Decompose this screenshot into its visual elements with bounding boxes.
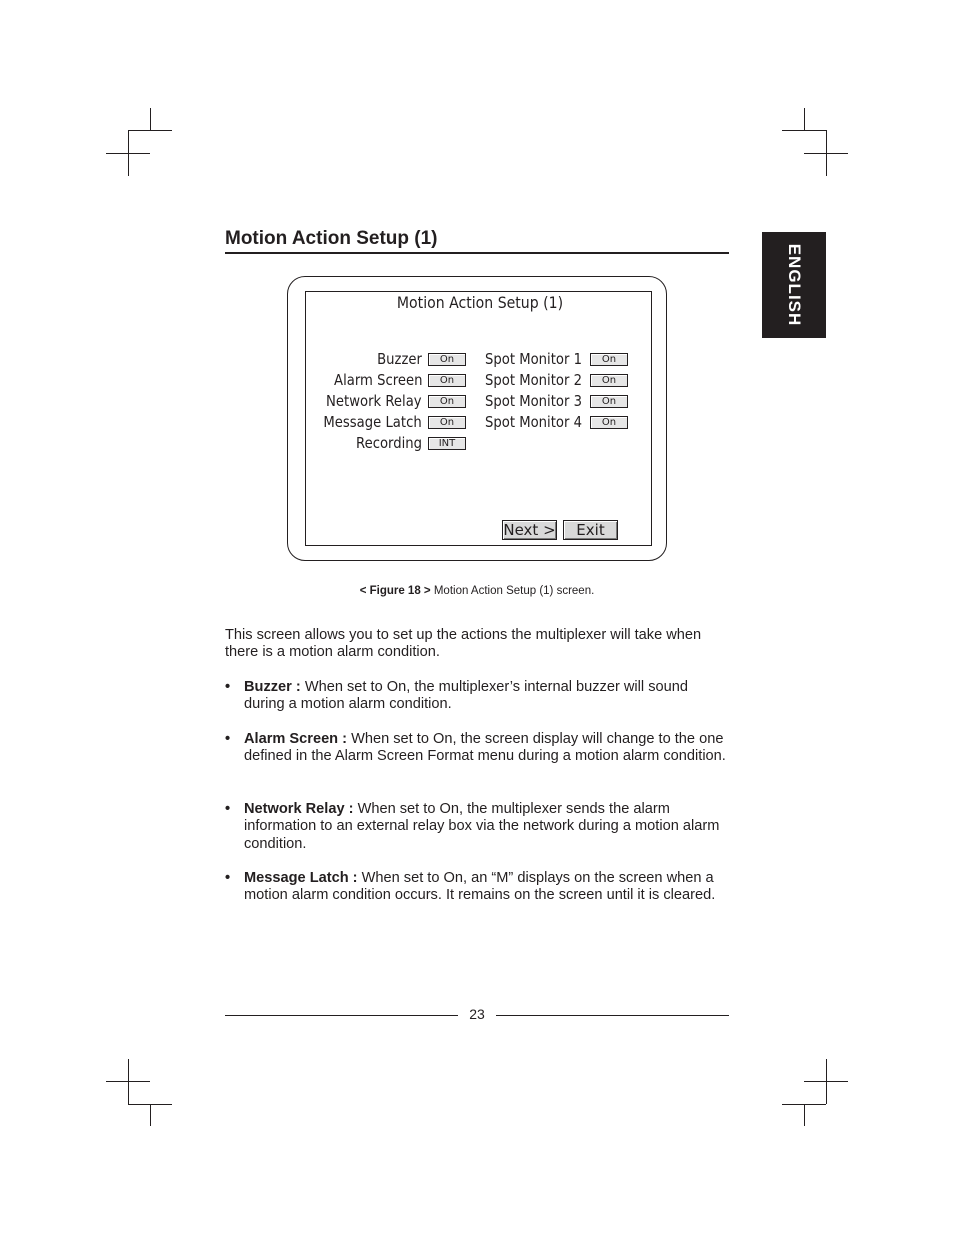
osd-label-buzzer: Buzzer xyxy=(377,350,422,368)
title-rule xyxy=(225,252,729,254)
osd-label-network-relay: Network Relay xyxy=(326,392,422,410)
figure-caption xyxy=(225,585,729,597)
bullet-term: Alarm Screen : xyxy=(244,731,348,747)
osd-value-buzzer[interactable]: On xyxy=(428,353,466,366)
language-tab-label: ENGLISH xyxy=(785,243,804,327)
osd-label-recording: Recording xyxy=(355,434,422,452)
bullet-glyph: • xyxy=(225,679,231,695)
bullet-description: When set to On, the multiplexer’s internal buzzer will sound during a motion alarm condition. xyxy=(244,679,688,713)
osd-label-message-latch: Message Latch xyxy=(323,413,422,431)
section-title: Motion Action Setup (1) xyxy=(225,228,438,249)
osd-label-spot-monitor-4: Spot Monitor 4 xyxy=(485,413,582,431)
bullet-description: When set to On, an “M” displays on the screen when a motion alarm condition occurs. It remains on the screen until it is cleared. xyxy=(244,870,716,904)
osd-value-message-latch[interactable]: On xyxy=(428,416,466,429)
osd-value-recording[interactable]: INT xyxy=(428,437,466,450)
bullet-term: Message Latch : xyxy=(244,870,358,886)
osd-value-spot-monitor-3[interactable]: On xyxy=(590,395,628,408)
osd-value-spot-monitor-1[interactable]: On xyxy=(590,353,628,366)
osd-value-spot-monitor-2[interactable]: On xyxy=(590,374,628,387)
footer-rule-left xyxy=(225,1015,458,1016)
osd-label-spot-monitor-3: Spot Monitor 3 xyxy=(485,392,582,410)
osd-next-button[interactable]: Next > xyxy=(503,521,556,539)
osd-value-network-relay[interactable]: On xyxy=(428,395,466,408)
osd-value-alarm-screen[interactable]: On xyxy=(428,374,466,387)
figure-caption-number: < Figure 18 > xyxy=(359,585,431,597)
bullet-description: When set to On, the multiplexer sends the alarm information to an external relay box via the network during a motion alarm condition. xyxy=(244,801,720,852)
osd-label-alarm-screen: Alarm Screen xyxy=(333,371,422,389)
osd-title: Motion Action Setup (1) xyxy=(396,293,564,312)
osd-value-spot-monitor-4[interactable]: On xyxy=(590,416,628,429)
bullet-glyph: • xyxy=(225,731,231,747)
page-number: 23 xyxy=(469,1006,485,1022)
osd-label-spot-monitor-1: Spot Monitor 1 xyxy=(485,350,582,368)
intro-paragraph: This screen allows you to set up the actions the multiplexer will take when there is a motion alarm condition. xyxy=(225,627,702,661)
language-tab xyxy=(762,232,826,338)
bullet-term: Network Relay : xyxy=(244,801,354,817)
osd-exit-button[interactable]: Exit xyxy=(563,520,618,540)
bullet-glyph: • xyxy=(225,801,231,817)
bullet-description: When set to On, the screen display will change to the one defined in the Alarm Screen Format menu during a motion alarm condition. xyxy=(244,731,726,765)
figure-caption-text: Motion Action Setup (1) screen. xyxy=(433,585,595,597)
osd-label-spot-monitor-2: Spot Monitor 2 xyxy=(485,371,582,389)
bullet-glyph: • xyxy=(225,870,231,886)
footer-rule-right xyxy=(496,1015,729,1016)
bullet-term: Buzzer : xyxy=(244,679,301,695)
